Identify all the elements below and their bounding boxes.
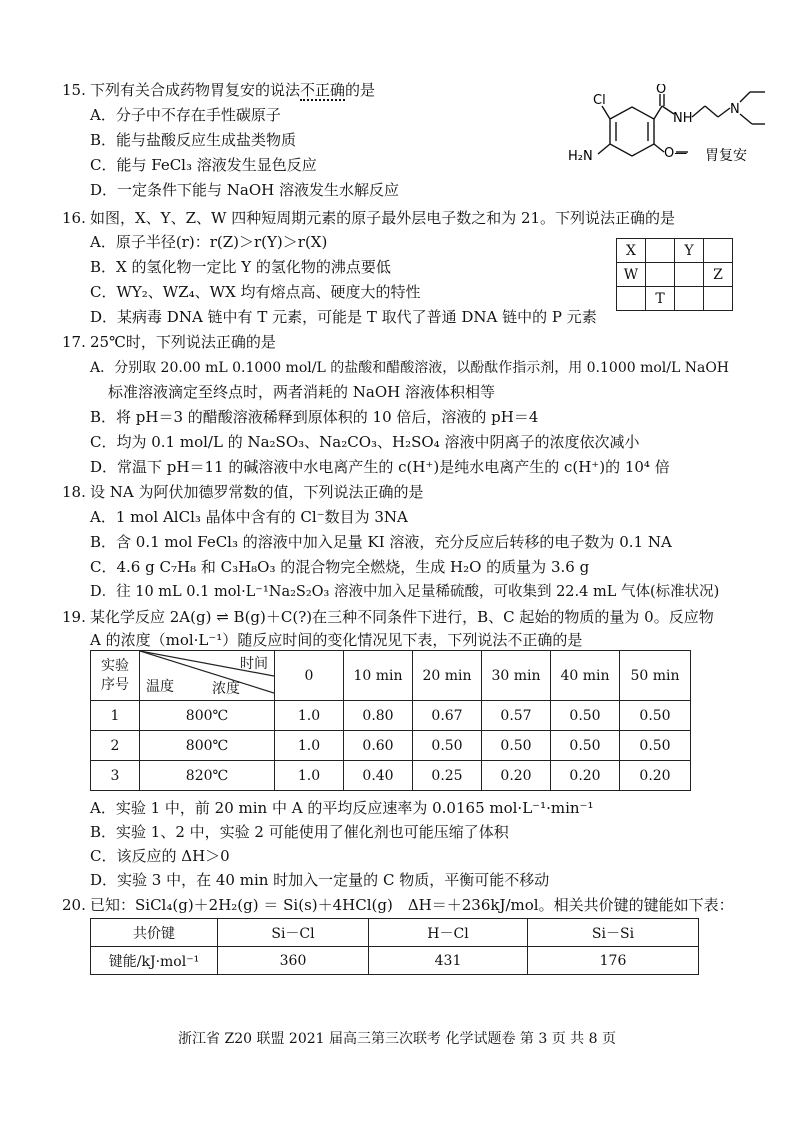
row-value: 0.50 [413, 731, 482, 761]
row-value: 0.40 [344, 761, 413, 791]
row-value: 0.57 [482, 701, 551, 731]
q17-option-a-cont: 标准溶液滴定至终点时，两者消耗的 NaOH 溶液体积相等 [108, 383, 495, 401]
q15-option-d: D．一定条件下能与 NaOH 溶液发生水解反应 [90, 181, 400, 199]
header-time-col: 50 min [620, 651, 691, 701]
grid-cell: W [617, 263, 646, 287]
q16-stem: 16. 如图，X、Y、Z、W 四种短周期元素的原子最外层电子数之和为 21。下列说法正确的是 [62, 209, 676, 227]
table-row [91, 701, 691, 731]
q17-option-d: D．常温下 pH＝11 的碱溶液中水电离产生的 c(H⁺)是纯水电离产生的 c(H⁺)的 10⁴ 倍 [90, 458, 670, 476]
periodic-grid [616, 238, 733, 311]
page-footer: 浙江省 Z20 联盟 2021 届高三第三次联考 化学试题卷 第 3 页 共 8 页 [178, 1031, 616, 1047]
table-row [91, 761, 691, 791]
row-value: 0.60 [344, 731, 413, 761]
bond-name: H－Cl [369, 919, 528, 947]
header-time-col: 20 min [413, 651, 482, 701]
bond-name: Si－Cl [218, 919, 369, 947]
row-id: 1 [91, 701, 140, 731]
mol-name: 胃复安 [705, 148, 747, 164]
energy-value: 176 [528, 947, 699, 975]
grid-cell: T [646, 287, 675, 311]
row-temp: 820℃ [140, 761, 275, 791]
row-value: 0.20 [482, 761, 551, 791]
grid-cell [704, 287, 733, 311]
bond-header: 共价键 [91, 919, 218, 947]
row-value: 0.50 [620, 701, 691, 731]
header-time-col: 40 min [551, 651, 620, 701]
header-diagonal [140, 651, 275, 701]
row-value: 0.50 [551, 731, 620, 761]
q19-option-a: A．实验 1 中，前 20 min 中 A 的平均反应速率为 0.0165 mol·L⁻¹·min⁻¹ [90, 799, 594, 817]
grid-cell [675, 263, 704, 287]
grid-cell [704, 239, 733, 263]
row-value: 0.50 [620, 731, 691, 761]
header-time-col: 30 min [482, 651, 551, 701]
row-value: 0.67 [413, 701, 482, 731]
row-temp: 800℃ [140, 701, 275, 731]
mol-ome-label: O— [664, 146, 688, 161]
row-value: 0.20 [620, 761, 691, 791]
reaction-table [90, 650, 691, 791]
header-time-col: 10 min [344, 651, 413, 701]
q18-option-d: D．往 10 mL 0.1 mol·L⁻¹Na₂S₂O₃ 溶液中加入足量稀硫酸，可收集到 22.4 mL 气体(标准状况) [90, 584, 720, 600]
row-value: 1.0 [275, 731, 344, 761]
q20-stem: 20. 已知：SiCl₄(g)＋2H₂(g) ＝ Si(s)＋4HCl(g) ΔH＝＋236kJ/mol。相关共价键的键能如下表： [62, 896, 734, 914]
q17-option-c: C．均为 0.1 mol/L 的 Na₂SO₃、Na₂CO₃、H₂SO₄ 溶液中阴离子的浓度依次减小 [90, 433, 640, 451]
grid-cell [646, 239, 675, 263]
row-value: 0.80 [344, 701, 413, 731]
q19-stem-line1: 19. 某化学反应 2A(g) ⇌ B(g)＋C(?)在三种不同条件下进行，B、C 起始的物质的量为 0。反应物 [62, 608, 714, 626]
bond-name: Si－Si [528, 919, 699, 947]
mol-nh-label: NH [673, 111, 693, 126]
metoclopramide-structure [560, 84, 780, 184]
q17-stem: 17. 25℃时，下列说法正确的是 [62, 333, 276, 351]
row-id: 3 [91, 761, 140, 791]
q18-option-c: C．4.6 g C₇H₈ 和 C₃H₈O₃ 的混合物完全燃烧，生成 H₂O 的质量为 3.6 g [90, 558, 590, 576]
row-id: 2 [91, 731, 140, 761]
q18-stem: 18. 设 NA 为阿伏加德罗常数的值，下列说法正确的是 [62, 483, 424, 501]
table-row [91, 919, 699, 947]
q15-option-b: B．能与盐酸反应生成盐类物质 [90, 131, 297, 149]
row-value: 0.50 [482, 731, 551, 761]
header-temp: 温度 [146, 679, 174, 695]
table-row [91, 947, 699, 975]
row-value: 0.20 [551, 761, 620, 791]
row-value: 0.25 [413, 761, 482, 791]
q16-option-d: D．某病毒 DNA 链中有 T 元素，可能是 T 取代了普通 DNA 链中的 P 元素 [90, 308, 597, 326]
mol-n-label: N [730, 102, 740, 117]
q16-option-a: A．原子半径(r)：r(Z)＞r(Y)＞r(X) [90, 233, 328, 251]
table-row [91, 731, 691, 761]
bond-energy-table [90, 918, 699, 975]
q17-option-a: A．分别取 20.00 mL 0.1000 mol/L 的盐酸和醋酸溶液，以酚酞作指示剂，用 0.1000 mol/L NaOH [90, 360, 730, 376]
q19-option-d: D．实验 3 中，在 40 min 时加入一定量的 C 物质，平衡可能不移动 [90, 871, 550, 889]
grid-cell [675, 287, 704, 311]
mol-h2n-label: H₂N [568, 149, 593, 164]
q18-option-a: A．1 mol AlCl₃ 晶体中含有的 Cl⁻数目为 3NA [90, 508, 408, 526]
q15-option-a: A．分子中不存在手性碳原子 [90, 106, 281, 124]
energy-value: 360 [218, 947, 369, 975]
mol-cl-label: Cl [593, 93, 606, 108]
header-exp-no: 实验 序号 [91, 651, 140, 701]
grid-cell [646, 263, 675, 287]
grid-cell: Y [675, 239, 704, 263]
q19-stem-line2: A 的浓度（mol·L⁻¹）随反应时间的变化情况见下表，下列说法不正确的是 [90, 631, 583, 649]
row-value: 1.0 [275, 761, 344, 791]
row-temp: 800℃ [140, 731, 275, 761]
q18-option-b: B．含 0.1 mol FeCl₃ 的溶液中加入足量 KI 溶液，充分反应后转移的电子数为 0.1 NA [90, 533, 672, 551]
q19-option-c: C．该反应的 ΔH＞0 [90, 847, 230, 865]
grid-cell: X [617, 239, 646, 263]
q17-option-b: B．将 pH＝3 的醋酸溶液稀释到原体积的 10 倍后，溶液的 pH＝4 [90, 408, 539, 426]
header-time: 时间 [240, 656, 268, 672]
row-value: 0.50 [551, 701, 620, 731]
grid-cell [617, 287, 646, 311]
header-time-col: 0 [275, 651, 344, 701]
q19-option-b: B．实验 1、2 中，实验 2 可能使用了催化剂也可能压缩了体积 [90, 823, 509, 841]
grid-cell: Z [704, 263, 733, 287]
q16-option-b: B．X 的氢化物一定比 Y 的氢化物的沸点要低 [90, 258, 391, 276]
mol-o-label: O [656, 84, 667, 97]
q16-option-c: C．WY₂、WZ₄、WX 均有熔点高、硬度大的特性 [90, 283, 421, 301]
energy-header: 键能/kJ·mol⁻¹ [91, 947, 218, 975]
row-value: 1.0 [275, 701, 344, 731]
q15-option-c: C．能与 FeCl₃ 溶液发生显色反应 [90, 156, 317, 174]
header-conc: 浓度 [212, 681, 240, 697]
energy-value: 431 [369, 947, 528, 975]
q15-stem: 15. 下列有关合成药物胃复安的说法不正确的是 [62, 81, 376, 99]
